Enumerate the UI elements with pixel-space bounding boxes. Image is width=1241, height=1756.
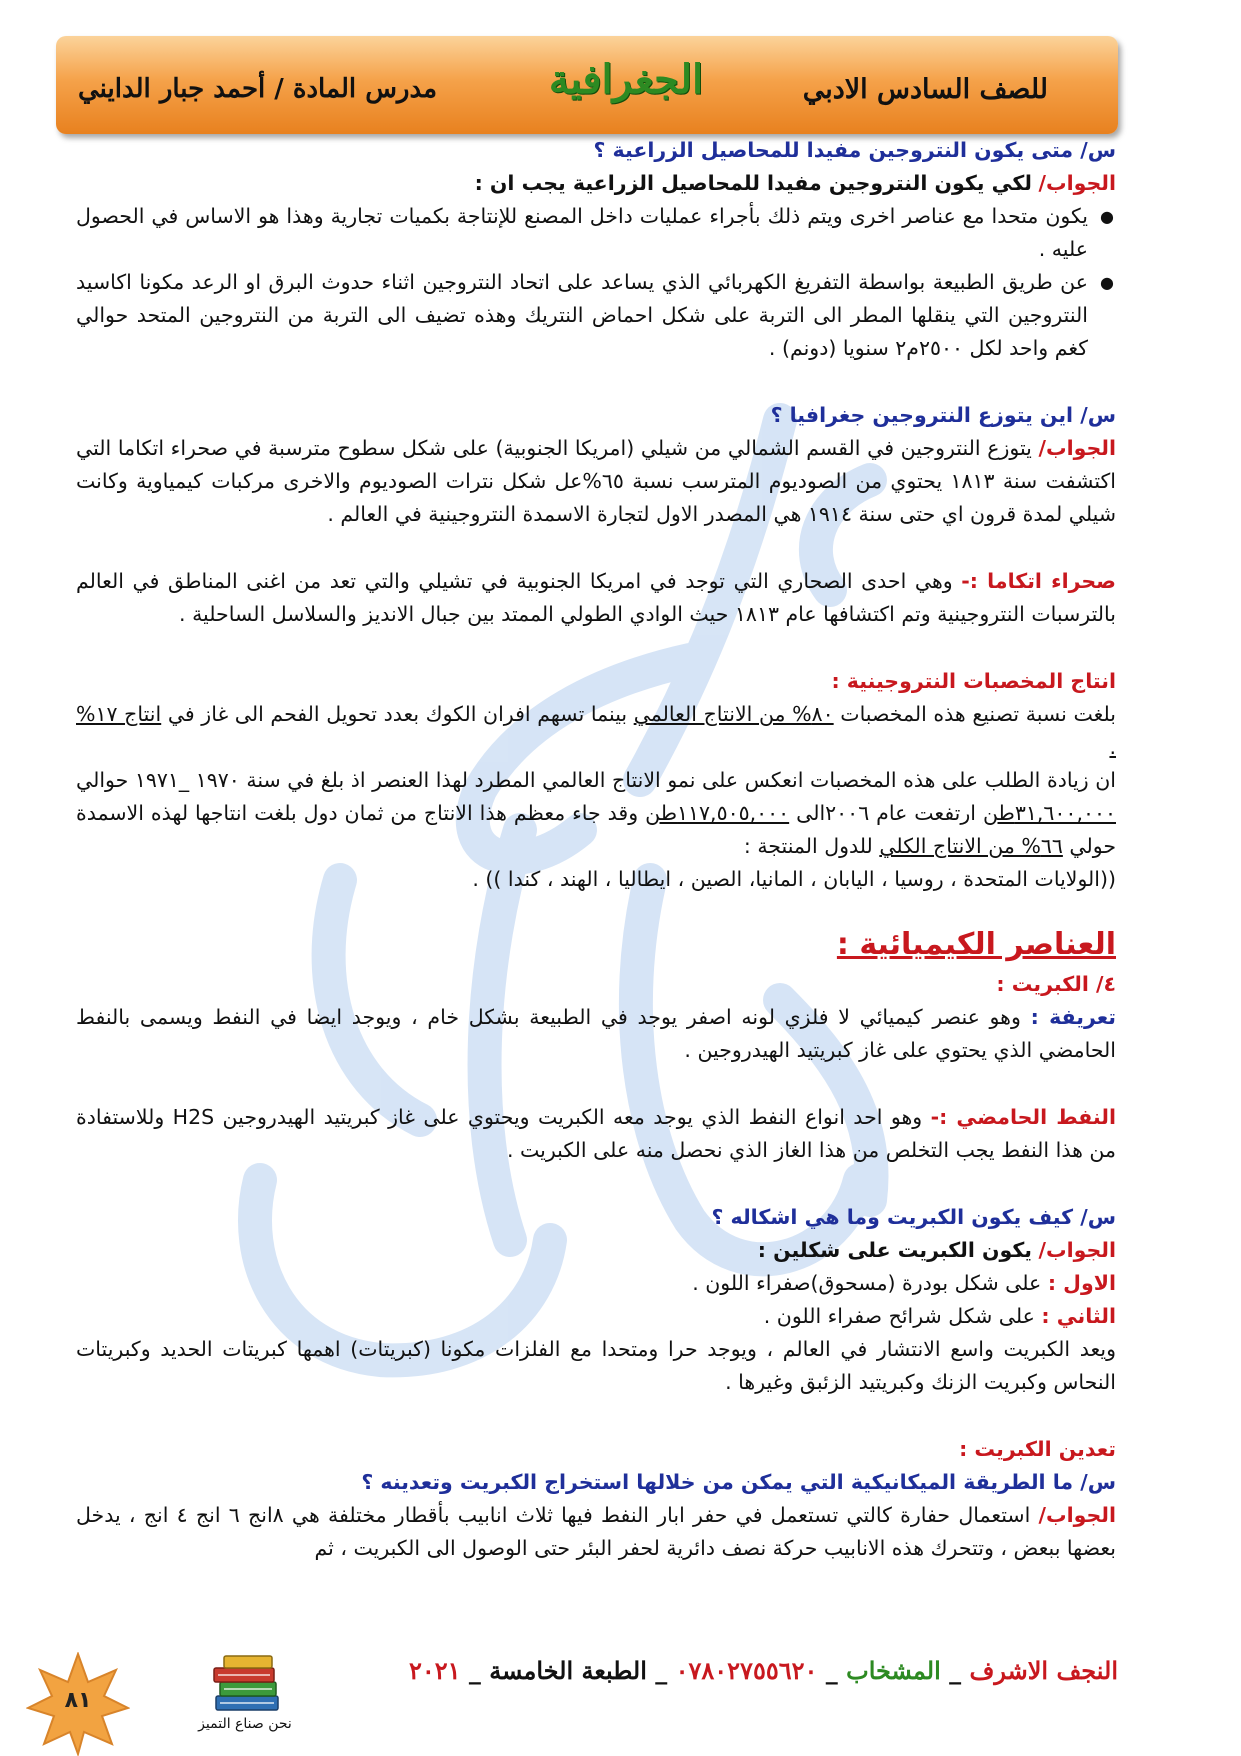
sulfur-definition <box>76 1001 1116 1067</box>
mining-title: تعدين الكبريت : <box>959 1437 1116 1461</box>
footer-info <box>318 1656 1118 1685</box>
answer-lead-text: يكون الكبريت على شكلين : <box>757 1238 1032 1262</box>
term-text: وهو احد انواع النفط الذي يوجد معه الكبريت ويحتوي على غاز كبريتيد الهيدروجين H2S وللاستفادة من هذا النفط يجب التخلص من هذا الغاز الذي نحصل منه على الكبريت . <box>76 1105 1116 1162</box>
underlined-figure: ١١٧,٥٠٥,٠٠٠طن <box>645 801 790 825</box>
fertilizers-paragraph-2 <box>76 764 1116 863</box>
question-3: س/ كيف يكون الكبريت وما هي اشكاله ؟ <box>711 1205 1116 1229</box>
answer-lead-text: لكي يكون النتروجين مفيدا للمحاصيل الزراعية يجب ان : <box>474 171 1032 195</box>
section-title-elements: العناصر الكيميائية : <box>836 927 1116 962</box>
form-label: الثاني : <box>1041 1304 1116 1328</box>
answer-label: الجواب/ <box>1038 1238 1116 1262</box>
answer-text: يتوزع النتروجين في القسم الشمالي من شيلي (امريكا الجنوبية) على شكل سطوح مترسبة في صحراء اتكاما التي اكتشفت سنة ١٨١٣ يحتوي من الصوديوم المترسب نسبة ٦٥%عل شكل نترات الصوديوم والاخرى مركبات كيمياوية وكانت شيلي لمدة قرون اي حتى سنة ١٩١٤ هي المصدر الاول لتجارة الاسمدة النتروجينية في العالم . <box>76 436 1116 526</box>
underlined-figure: ٨٠% من الانتاج العالمي <box>633 702 834 726</box>
header-teacher: مدرس المادة / أحمد جبار الدايني <box>78 74 438 104</box>
term-label: صحراء اتكاما :- <box>961 569 1116 593</box>
footer-separator: _ <box>646 1656 676 1685</box>
definition-text: وهو عنصر كيميائي لا فلزي لونه اصفر يوجد في الطبيعة بشكل خام ، ويوجد ايضا في النفط ويسمى بالنفط الحامضي الذي يحتوي على غاز كبريتيد الهيدروجين . <box>76 1005 1116 1062</box>
books-logo-icon <box>210 1652 286 1716</box>
sulfur-spread: ويعد الكبريت واسع الانتشار في العالم ، ويوجد حرا ومتحدا مع الفلزات مكونا (كبريتات) اهمها كبريتات الحديد وكبريتات النحاس وكبريت الزنك وكبريتيد الزئبق وغيرها . <box>76 1337 1116 1394</box>
answer-label: الجواب/ <box>1038 171 1116 195</box>
form-label: الاول : <box>1047 1271 1116 1295</box>
text-run: ارتفعت عام ٢٠٠٦الى <box>789 801 983 825</box>
header-subject: الجغرافية <box>548 56 704 103</box>
underlined-figure: ٦٦% من الانتاج الكلي <box>879 834 1063 858</box>
page-content <box>76 134 1116 1565</box>
header-grade: للصف السادس الادبي <box>802 74 1048 105</box>
fertilizers-paragraph-1 <box>76 698 1116 764</box>
page-number: ٨١ <box>64 1688 92 1713</box>
underlined-figure: ٣١,٦٠٠,٠٠٠طن <box>982 801 1116 825</box>
answer-label: الجواب/ <box>1038 1503 1116 1527</box>
term-label: النفط الحامضي :- <box>930 1105 1116 1129</box>
footer-separator: _ <box>940 1656 970 1685</box>
form-second <box>76 1300 1116 1333</box>
definition-label: تعريفة : <box>1030 1005 1116 1029</box>
text-run: ان زيادة الطلب على هذه المخصبات انعكس على نمو الانتاج العالمي المطرد لهذا العنصر اذ بلغ في سنة ١٩٧٠ _١٩٧١ حوالي <box>76 768 1116 792</box>
list-item: ● عن طريق الطبيعة بواسطة التفريغ الكهربائي الذي يساعد على اتحاد النتروجين اثناء حدوث البرق او الرعد مكونا اكاسيد النتروجين التي ينقلها المطر الى التربة على شكل احماض النتريك وهذه تضيف الى التربة من النتروجين المتحد حوالي كغم واحد لكل ٢٥٠٠م٢ سنويا (دونم) . <box>76 266 1088 365</box>
text-run: بينما تسهم افران الكوك بعدد تحويل الفحم الى غاز في <box>161 702 634 726</box>
answer-4 <box>76 1499 1116 1565</box>
form-first <box>76 1267 1116 1300</box>
form-text: على شكل شرائح صفراء اللون . <box>763 1304 1035 1328</box>
sour-oil-definition <box>76 1101 1116 1167</box>
footer-edition: الطبعة الخامسة <box>489 1656 647 1685</box>
footer-separator: _ <box>817 1656 847 1685</box>
footer-separator: _ <box>460 1656 490 1685</box>
question-4: س/ ما الطريقة الميكانيكية التي يمكن من خلالها استخراج الكبريت وتعدينه ؟ <box>361 1470 1116 1494</box>
answer-1-lead <box>76 167 1116 200</box>
fertilizers-countries: ((الولايات المتحدة ، روسيا ، اليابان ، المانيا، الصين ، ايطاليا ، الهند ، كندا )) . <box>472 867 1116 891</box>
footer-area: المشخاب <box>846 1656 941 1685</box>
logo-caption: نحن صناع التميز <box>198 1716 292 1732</box>
footer-city: النجف الاشرف <box>969 1656 1118 1685</box>
term-text: وهي احدى الصحاري التي توجد في امريكا الجنوبية في تشيلي والتي تعد من اغنى المناطق في العالم بالترسبات النتروجينية وتم اكتشافها عام ١٨١٣ حيث الوادي الطولي الممتد بين جبال الانديز والسلاسل الساحلية . <box>76 569 1116 626</box>
sulfur-heading: ٤/ الكبريت : <box>996 972 1116 996</box>
footer-year: ٢٠٢١ <box>408 1656 461 1685</box>
text-run: للدول المنتجة : <box>743 834 880 858</box>
atacama-definition <box>76 565 1116 631</box>
form-text: على شكل بودرة (مسحوق)صفراء اللون . <box>692 1271 1042 1295</box>
list-item: ● يكون متحدا مع عناصر اخرى ويتم ذلك بأجراء عمليات داخل المصنع للإنتاجة بكميات تجارية وهذا هو الاساس في الحصول عليه . <box>76 200 1088 266</box>
question-1: س/ متى يكون النتروجين مفيدا للمحاصيل الزراعية ؟ <box>593 138 1116 162</box>
header-banner <box>56 36 1118 134</box>
question-2: س/ اين يتوزع النتروجين جغرافيا ؟ <box>770 403 1116 427</box>
footer-phone: ٠٧٨٠٢٧٥٥٦٢٠ <box>675 1656 818 1685</box>
answer-label: الجواب/ <box>1038 436 1116 460</box>
answer-text: استعمال حفارة كالتي تستعمل في حفر ابار النفط فيها ثلاث انابيب بأقطار مختلفة هي ٨انج ٦ انج ٤ انج ، يدخل بعضها ببعض ، وتتحرك هذه الانابيب حركة نصف دائرية لحفر البئر حتى الوصول الى الكبريت ، ثم <box>76 1503 1116 1560</box>
answer-2 <box>76 432 1116 531</box>
answer-1-list <box>76 200 1116 365</box>
answer-3-lead <box>76 1234 1116 1267</box>
text-run: بلغت نسبة تصنيع هذه المخصبات <box>833 702 1116 726</box>
underlined-figure: انتاج ١٧% . <box>76 702 1116 759</box>
fertilizers-title: انتاج المخصبات النتروجينية : <box>831 669 1116 693</box>
text-run: وقد جاء معظم هذا الانتاج من ثمان دول بلغت انتاجها لهذه الاسمدة حولي <box>76 801 1116 858</box>
